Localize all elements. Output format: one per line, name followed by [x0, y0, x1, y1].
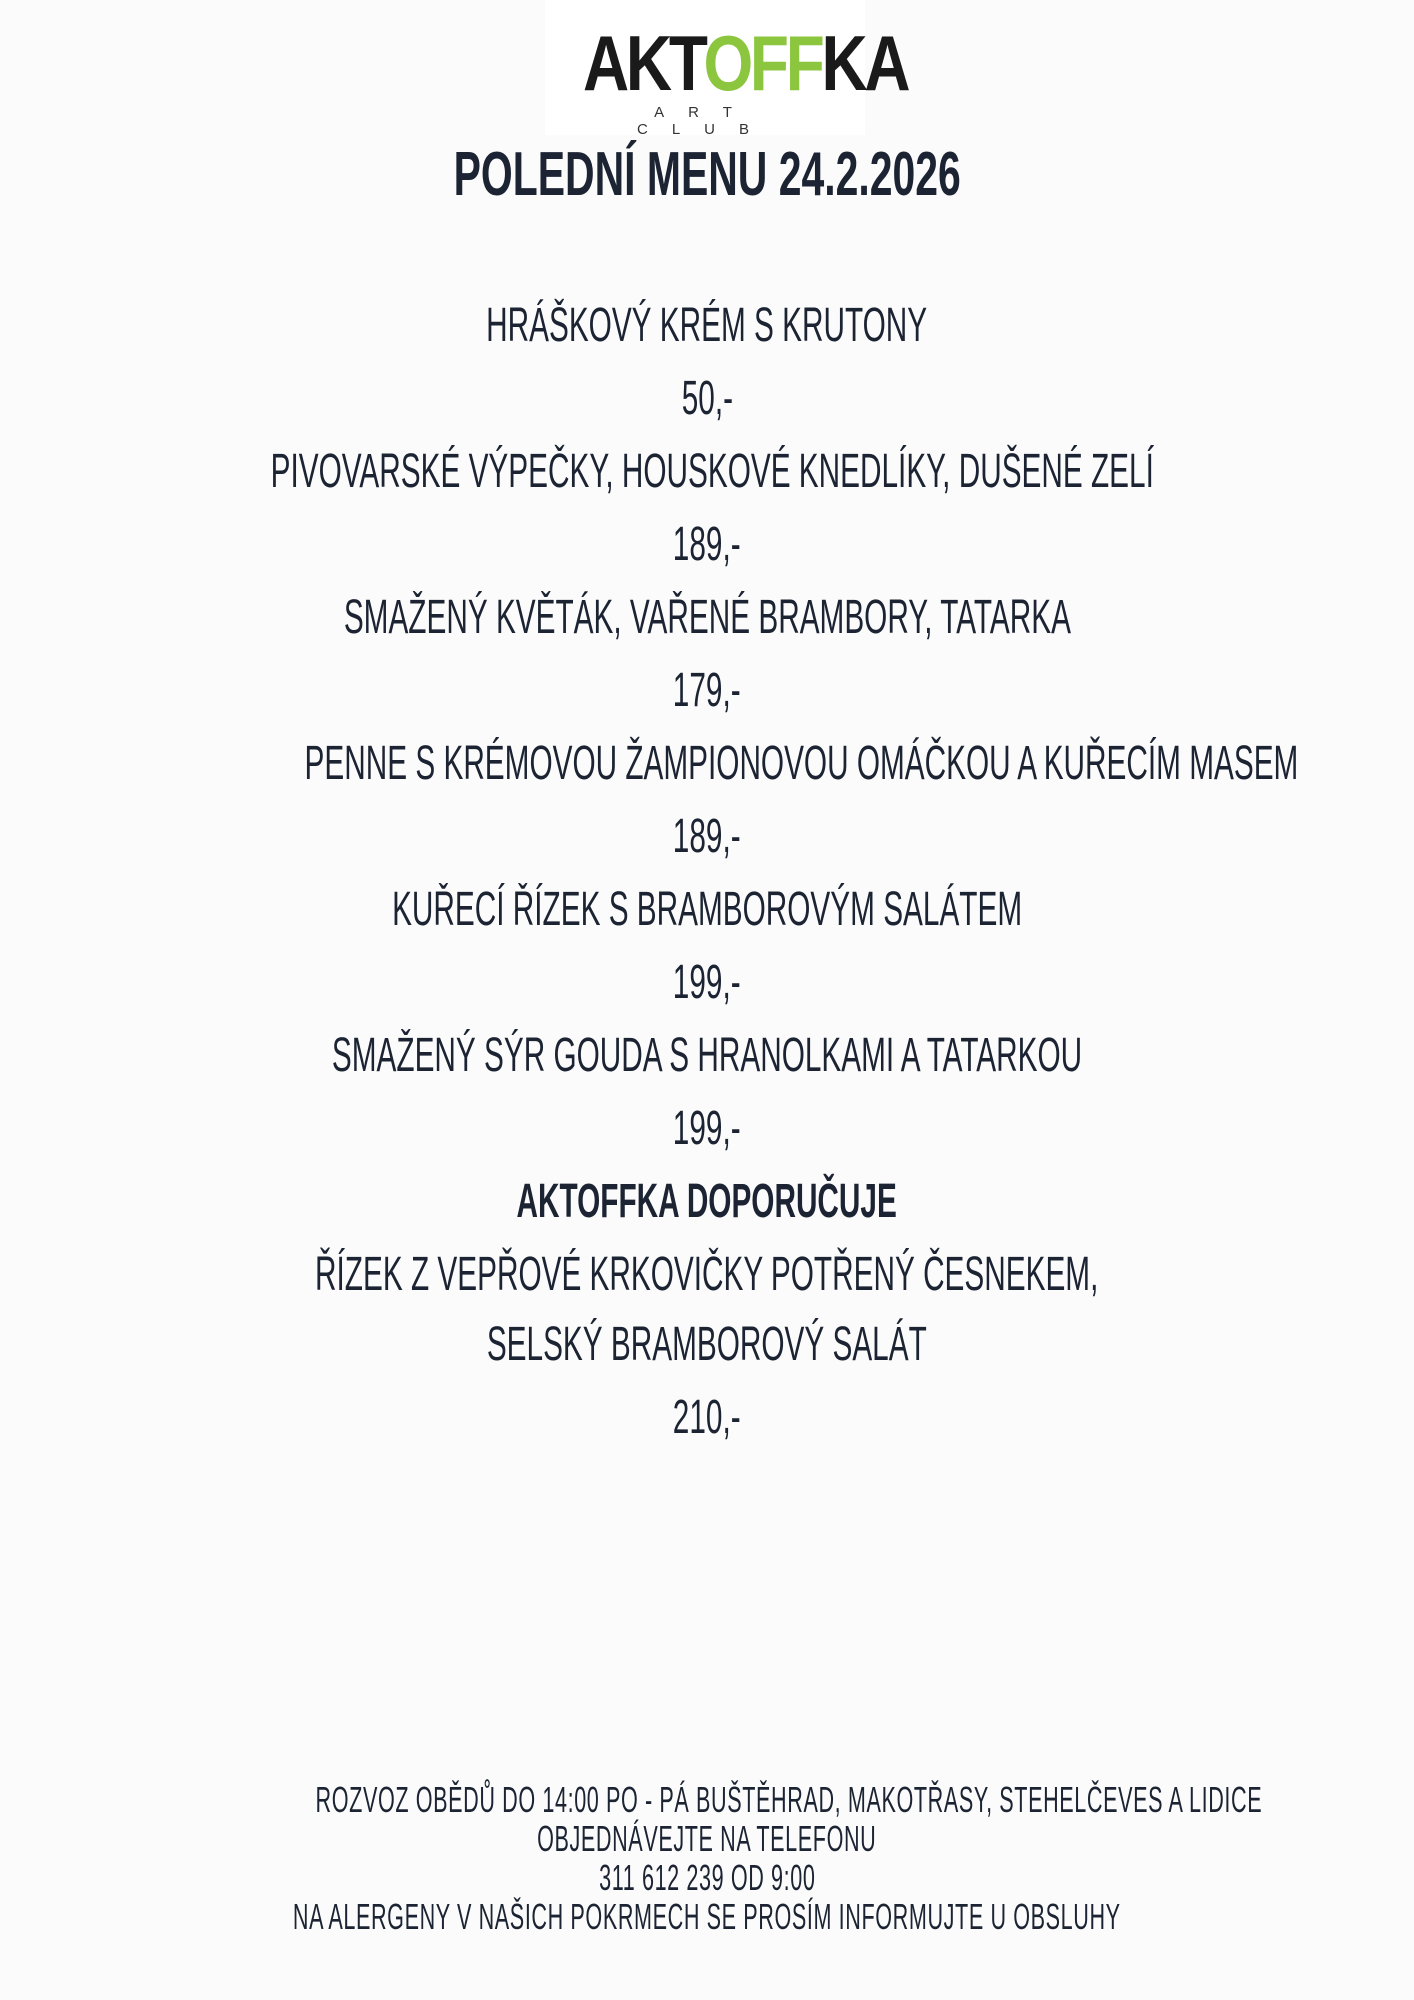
soup-name: HRÁŠKOVÝ KRÉM S KRUTONY — [486, 299, 928, 352]
recommendation-line-2: SELSKÝ BRAMBOROVÝ SALÁT — [487, 1318, 927, 1371]
footer-order-phone: OBJEDNÁVEJTE NA TELEFONU — [537, 1818, 877, 1859]
menu-item-1-price: 189,- — [673, 518, 741, 571]
logo-part-off: OFF — [703, 19, 822, 107]
logo-wordmark — [583, 18, 908, 108]
recommendation-line-1: ŘÍZEK Z VEPŘOVÉ KRKOVIČKY POTŘENÝ ČESNEKEM, — [315, 1248, 1099, 1301]
menu-item-5-price: 199,- — [673, 1102, 741, 1155]
menu-item-3-price: 189,- — [673, 810, 741, 863]
menu-item-5-name: SMAŽENÝ SÝR GOUDA S HRANOLKAMI A TATARKOU — [331, 1029, 1083, 1082]
logo-subtitle: ART CLUB — [636, 104, 773, 138]
footer-delivery: ROZVOZ OBĚDŮ DO 14:00 PO - PÁ BUŠTĚHRAD, MAKOTŘASY, STEHELČEVES A LIDICE — [315, 1779, 1263, 1820]
menu-item-4-price: 199,- — [673, 956, 741, 1009]
menu-item-1-name: PIVOVARSKÉ VÝPEČKY, HOUSKOVÉ KNEDLÍKY, DUŠENÉ ZELÍ — [270, 445, 1154, 498]
recommendation-price: 210,- — [673, 1391, 741, 1444]
menu-item-3-name: PENNE S KRÉMOVOU ŽAMPIONOVOU OMÁČKOU A KUŘECÍM MASEM — [304, 737, 1299, 790]
footer-allergens: NA ALERGENY V NAŠICH POKRMECH SE PROSÍM INFORMUJTE U OBSLUHY — [293, 1896, 1121, 1937]
footer-phone-number: 311 612 239 OD 9:00 — [598, 1857, 816, 1898]
menu-item-2-name: SMAŽENÝ KVĚTÁK, VAŘENÉ BRAMBORY, TATARKA — [343, 591, 1071, 644]
menu-item-4-name: KUŘECÍ ŘÍZEK S BRAMBOROVÝM SALÁTEM — [391, 883, 1023, 936]
menu-item-2-price: 179,- — [673, 664, 741, 717]
soup-price: 50,- — [681, 372, 733, 425]
page-title-text: POLEDNÍ MENU 24.2.2026 — [453, 140, 961, 209]
logo-part-ka: KA — [821, 19, 908, 107]
aktoffka-logo — [545, 0, 908, 138]
page-title — [0, 140, 1414, 210]
logo-part-akt: AKT — [583, 19, 704, 107]
recommendation-heading: AKTOFFKA DOPORUČUJE — [516, 1175, 898, 1228]
